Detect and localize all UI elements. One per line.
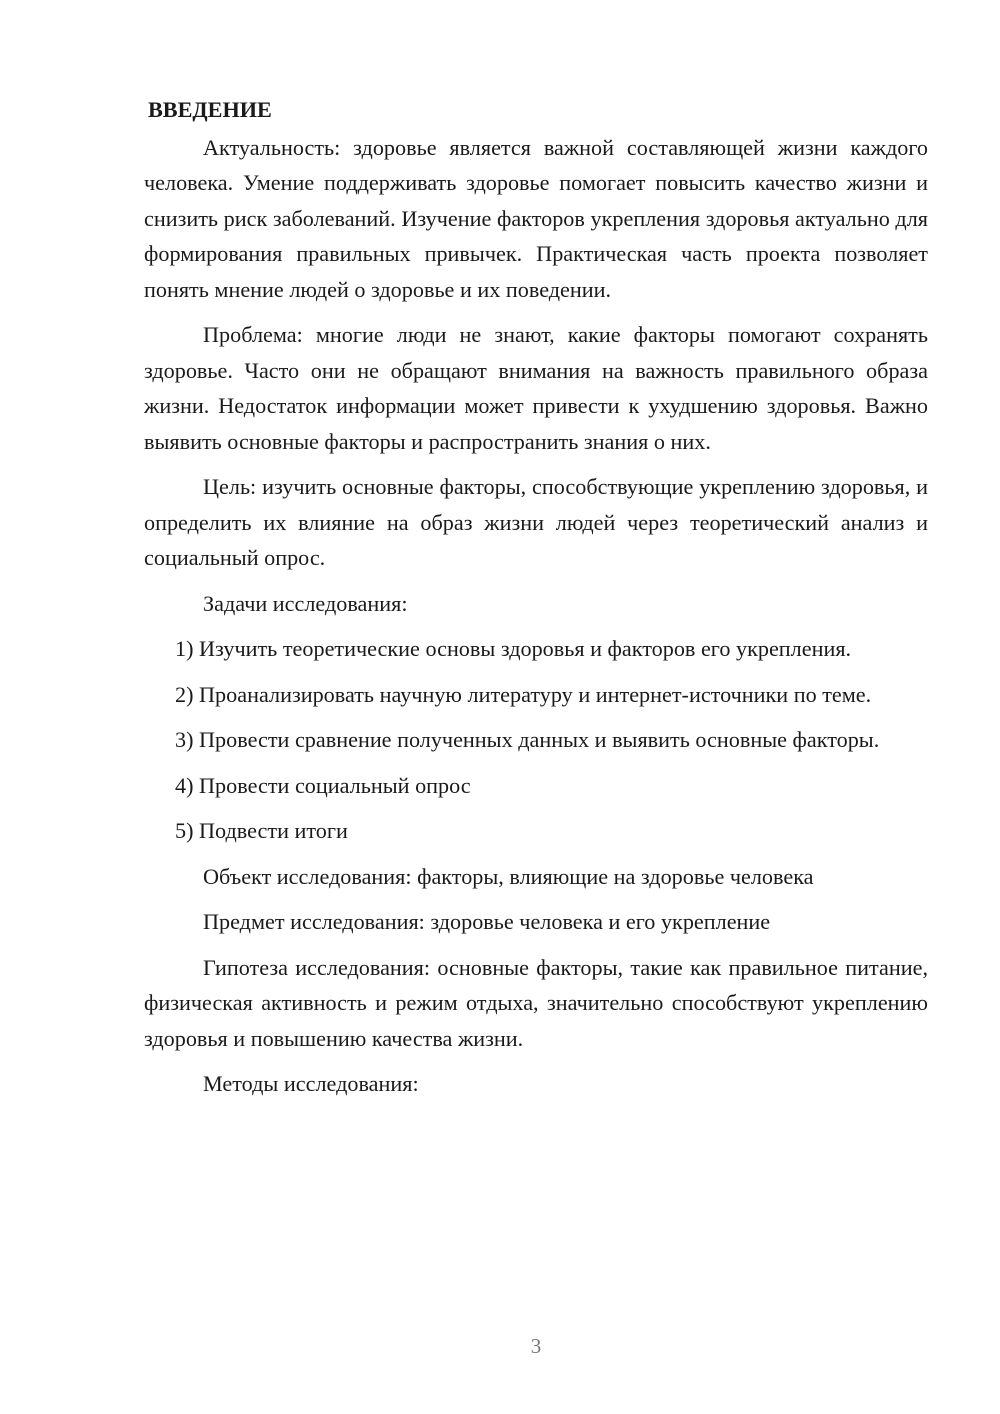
list-item: 5) Подвести итоги xyxy=(175,818,348,843)
list-item: 1) Изучить теоретические основы здоровья и факторов его укрепления. xyxy=(175,636,852,661)
list-item: 4) Провести социальный опрос xyxy=(175,772,471,798)
methods-heading: Методы исследования: xyxy=(203,1071,419,1096)
tasks-heading: Задачи исследования: xyxy=(203,590,408,616)
page-content xyxy=(144,92,928,1102)
relevance-paragraph: Актуальность: здоровье является важной составляющей жизни каждого человека. Умение поддерживать здоровье помогает повысить качество жизни и снизить риск заболеваний. Изучение факторов укрепления здоровья актуально для формирования правильных привычек. Практическая часть проекта позволяет понять мнение людей о здоровье и их поведении. xyxy=(144,134,928,302)
goal-paragraph: Цель: изучить основные факторы, способствующие укреплению здоровья, и определить их влияние на образ жизни людей через теоретический анализ и социальный опрос. xyxy=(144,474,928,570)
page-number: 3 xyxy=(530,1334,542,1358)
list-item: 2) Проанализировать научную литературу и интернет-источники по теме. xyxy=(175,681,872,707)
object-paragraph: Объект исследования: факторы, влияющие на здоровье человека xyxy=(203,863,814,889)
subject-paragraph: Предмет исследования: здоровье человека и его укрепление xyxy=(203,909,771,934)
page-title: ВВЕДЕНИЕ xyxy=(148,97,272,122)
hypothesis-paragraph: Гипотеза исследования: основные факторы, такие как правильное питание, физическая активность и режим отдыха, значительно способствуют укреплению здоровья и повышению качества жизни. xyxy=(144,954,928,1051)
list-item: 3) Провести сравнение полученных данных и выявить основные факторы. xyxy=(175,727,880,752)
tasks-list xyxy=(144,631,928,849)
problem-paragraph: Проблема: многие люди не знают, какие факторы помогают сохранять здоровье. Часто они не обращают внимания на важность правильного образа жизни. Недостаток информации может привести к ухудшению здоровья. Важно выявить основные факторы и распространить знания о них. xyxy=(144,322,928,454)
